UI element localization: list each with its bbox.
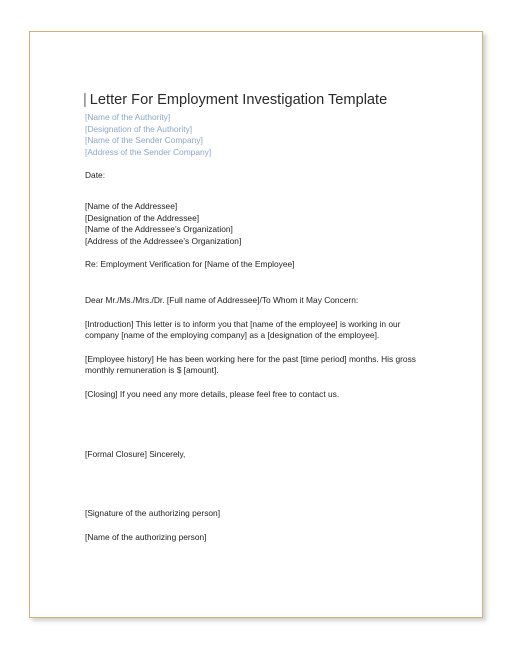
- addressee-address: [Address of the Addressee’s Organization]: [85, 235, 242, 246]
- salutation: Dear Mr./Ms./Mrs./Dr. [Full name of Addressee]/To Whom it May Concern:: [85, 294, 359, 305]
- sender-authority-name: [Name of the Authority]: [85, 112, 171, 122]
- sender-authority-designation: [Designation of the Authority]: [85, 123, 193, 134]
- employee-history-paragraph: [Employee history] He has been working here for the past [time period] months. His gross monthly remuneration is $ [amount].: [85, 353, 416, 376]
- signature-line: [Signature of the authorizing person]: [85, 508, 221, 519]
- letter-body: [85, 91, 445, 543]
- addressee-designation: [Designation of the Addressee]: [85, 212, 200, 223]
- authorizing-name-line: [Name of the authorizing person]: [85, 531, 207, 542]
- letter-title-text: Letter For Employment Investigation Template: [89, 92, 388, 108]
- letter-title: [83, 91, 445, 109]
- sender-block: [85, 112, 445, 158]
- sender-company-address: [Address of the Sender Company]: [85, 146, 212, 157]
- date-line: Date:: [85, 170, 106, 181]
- closing-paragraph: [Closing] If you need any more details, please feel free to contact us.: [85, 388, 340, 399]
- addressee-name: [Name of the Addressee]: [85, 200, 178, 211]
- subject-line: Re: Employment Verification for [Name of the Employee]: [85, 259, 295, 270]
- sender-company-name: [Name of the Sender Company]: [85, 135, 203, 146]
- addressee-organization: [Name of the Addressee’s Organization]: [85, 224, 233, 235]
- formal-closure: [Formal Closure] Sincerely,: [85, 448, 186, 459]
- addressee-block: [85, 201, 445, 247]
- introduction-paragraph: [Introduction] This letter is to inform you that [name of the employee] is working in our company [name of the employing company] as a [designation of the employee].: [85, 318, 401, 341]
- text-cursor-icon: |: [83, 92, 87, 108]
- document-page: [29, 31, 483, 618]
